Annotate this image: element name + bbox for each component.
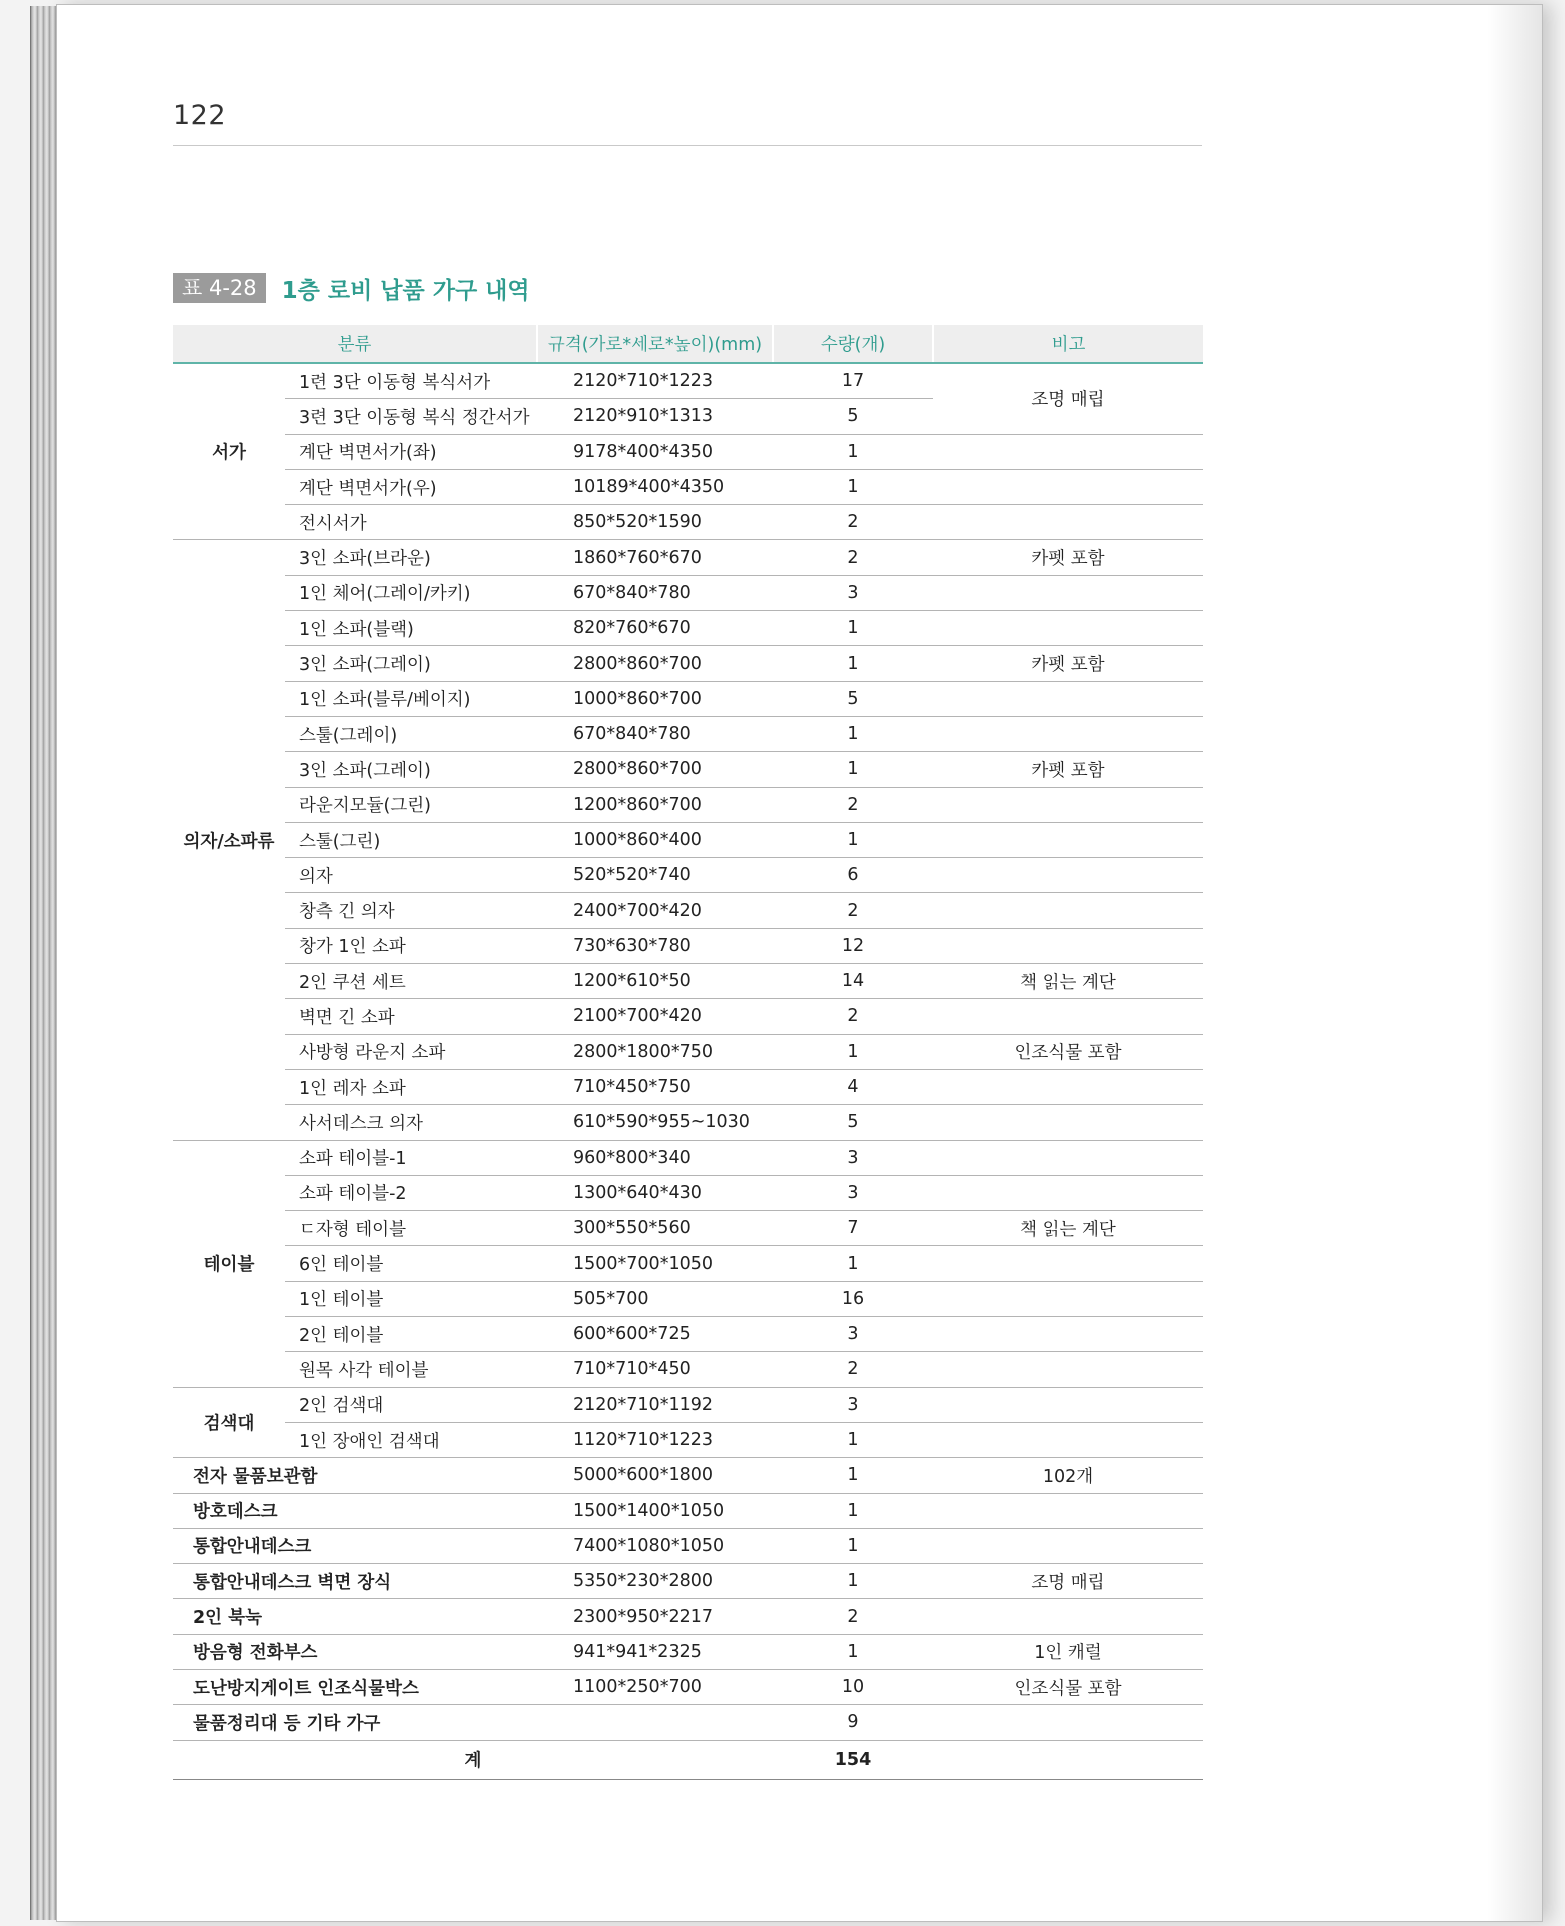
note-cell <box>933 1069 1203 1104</box>
note-cell: 조명 매립 <box>933 363 1203 434</box>
table-row <box>173 752 1203 787</box>
table-row <box>173 1069 1203 1104</box>
spec-cell: 1860*760*670 <box>537 540 773 575</box>
qty-cell: 14 <box>773 964 933 999</box>
note-cell: 인조식물 포함 <box>933 1669 1203 1704</box>
table-number-badge: 표 4-28 <box>173 273 266 303</box>
spec-cell: 10189*400*4350 <box>537 469 773 504</box>
note-cell <box>933 858 1203 893</box>
item-cell: 벽면 긴 소파 <box>285 999 537 1034</box>
qty-cell: 4 <box>773 1069 933 1104</box>
item-cell: 사서데스크 의자 <box>285 1105 537 1140</box>
qty-cell: 3 <box>773 1175 933 1210</box>
table-row <box>173 787 1203 822</box>
item-cell: 계단 벽면서가(좌) <box>285 434 537 469</box>
spec-cell: 2400*700*420 <box>537 893 773 928</box>
table-row <box>173 1599 1203 1634</box>
total-qty: 154 <box>773 1740 933 1779</box>
qty-cell: 3 <box>773 1317 933 1352</box>
category-cell: 검색대 <box>173 1387 285 1458</box>
table-caption <box>173 273 530 303</box>
note-cell <box>933 1387 1203 1422</box>
qty-cell: 6 <box>773 858 933 893</box>
category-cell: 의자/소파류 <box>173 540 285 1140</box>
item-cell: 스툴(그레이) <box>285 716 537 751</box>
note-cell: 1인 캐럴 <box>933 1634 1203 1669</box>
note-cell <box>933 1493 1203 1528</box>
note-cell: 조명 매립 <box>933 1564 1203 1599</box>
note-cell <box>933 469 1203 504</box>
item-cell: 방음형 전화부스 <box>173 1634 537 1669</box>
table-row <box>173 1352 1203 1387</box>
spec-cell: 1100*250*700 <box>537 1669 773 1704</box>
spec-cell: 1500*1400*1050 <box>537 1493 773 1528</box>
table-row <box>173 1246 1203 1281</box>
table-row <box>173 1211 1203 1246</box>
qty-cell: 2 <box>773 540 933 575</box>
spec-cell: 1500*700*1050 <box>537 1246 773 1281</box>
item-cell: 3인 소파(브라운) <box>285 540 537 575</box>
qty-cell: 5 <box>773 681 933 716</box>
table-row <box>173 1422 1203 1457</box>
spec-cell: 1000*860*400 <box>537 822 773 857</box>
note-cell <box>933 1528 1203 1563</box>
table-title: 1층 로비 납품 가구 내역 <box>281 277 530 304</box>
table-row <box>173 1634 1203 1669</box>
note-cell <box>933 787 1203 822</box>
qty-cell: 9 <box>773 1705 933 1740</box>
item-cell: 방호데스크 <box>173 1493 537 1528</box>
table-row <box>173 1034 1203 1069</box>
spec-cell: 941*941*2325 <box>537 1634 773 1669</box>
spec-cell: 850*520*1590 <box>537 505 773 540</box>
item-cell: 의자 <box>285 858 537 893</box>
table-row <box>173 858 1203 893</box>
note-cell <box>933 1317 1203 1352</box>
table-row <box>173 822 1203 857</box>
item-cell: 1인 테이블 <box>285 1281 537 1316</box>
note-cell: 카펫 포함 <box>933 540 1203 575</box>
note-cell <box>933 1352 1203 1387</box>
qty-cell: 3 <box>773 1387 933 1422</box>
table-row <box>173 1458 1203 1493</box>
note-cell <box>933 434 1203 469</box>
table-row <box>173 1175 1203 1210</box>
item-cell: 2인 테이블 <box>285 1317 537 1352</box>
note-cell <box>933 611 1203 646</box>
note-cell <box>933 1422 1203 1457</box>
item-cell: 1인 소파(블루/베이지) <box>285 681 537 716</box>
spec-cell: 2800*860*700 <box>537 752 773 787</box>
table-row <box>173 1387 1203 1422</box>
qty-cell: 1 <box>773 469 933 504</box>
item-cell: 계단 벽면서가(우) <box>285 469 537 504</box>
item-cell: 2인 북눅 <box>173 1599 537 1634</box>
spec-cell: 2120*710*1223 <box>537 363 773 399</box>
qty-cell: 1 <box>773 646 933 681</box>
spec-cell: 2120*710*1192 <box>537 1387 773 1422</box>
table-row <box>173 1105 1203 1140</box>
spec-cell: 2800*860*700 <box>537 646 773 681</box>
table-row <box>173 681 1203 716</box>
spec-cell: 1200*860*700 <box>537 787 773 822</box>
category-cell: 테이블 <box>173 1140 285 1387</box>
table-row <box>173 646 1203 681</box>
total-label: 계 <box>173 1740 773 1779</box>
qty-cell: 2 <box>773 1599 933 1634</box>
item-cell: 스툴(그린) <box>285 822 537 857</box>
spec-cell: 610*590*955~1030 <box>537 1105 773 1140</box>
item-cell: 3인 소파(그레이) <box>285 646 537 681</box>
note-cell <box>933 999 1203 1034</box>
spec-cell: 710*450*750 <box>537 1069 773 1104</box>
header-category: 분류 <box>173 325 537 363</box>
page-number: 122 <box>173 100 227 131</box>
spec-cell: 670*840*780 <box>537 575 773 610</box>
item-cell: 소파 테이블-1 <box>285 1140 537 1175</box>
page-shadow <box>1487 5 1542 1921</box>
table-row <box>173 1528 1203 1563</box>
item-cell: 라운지모듈(그린) <box>285 787 537 822</box>
table-row <box>173 611 1203 646</box>
spec-cell: 600*600*725 <box>537 1317 773 1352</box>
spec-cell: 300*550*560 <box>537 1211 773 1246</box>
note-cell: 카펫 포함 <box>933 646 1203 681</box>
qty-cell: 1 <box>773 752 933 787</box>
spec-cell: 730*630*780 <box>537 928 773 963</box>
qty-cell: 5 <box>773 1105 933 1140</box>
qty-cell: 1 <box>773 1034 933 1069</box>
note-cell <box>933 1599 1203 1634</box>
item-cell: 1인 체어(그레이/카키) <box>285 575 537 610</box>
table-body <box>173 363 1203 1779</box>
qty-cell: 1 <box>773 434 933 469</box>
furniture-table <box>173 325 1203 1780</box>
qty-cell: 7 <box>773 1211 933 1246</box>
spec-cell: 1300*640*430 <box>537 1175 773 1210</box>
note-cell <box>933 1140 1203 1175</box>
spec-cell: 710*710*450 <box>537 1352 773 1387</box>
table-row <box>173 505 1203 540</box>
item-cell: 창측 긴 의자 <box>285 893 537 928</box>
qty-cell: 10 <box>773 1669 933 1704</box>
spec-cell <box>537 1705 773 1740</box>
note-cell: 인조식물 포함 <box>933 1034 1203 1069</box>
qty-cell: 3 <box>773 1140 933 1175</box>
total-row <box>173 1740 1203 1779</box>
item-cell: 3인 소파(그레이) <box>285 752 537 787</box>
total-note-empty <box>933 1740 1203 1779</box>
spec-cell: 5350*230*2800 <box>537 1564 773 1599</box>
spec-cell: 960*800*340 <box>537 1140 773 1175</box>
qty-cell: 1 <box>773 1493 933 1528</box>
item-cell: 1인 소파(블랙) <box>285 611 537 646</box>
table-row <box>173 469 1203 504</box>
spec-cell: 2800*1800*750 <box>537 1034 773 1069</box>
qty-cell: 5 <box>773 399 933 434</box>
qty-cell: 2 <box>773 999 933 1034</box>
item-cell: 2인 검색대 <box>285 1387 537 1422</box>
note-cell: 책 읽는 계단 <box>933 964 1203 999</box>
qty-cell: 1 <box>773 1634 933 1669</box>
qty-cell: 3 <box>773 575 933 610</box>
qty-cell: 16 <box>773 1281 933 1316</box>
table-row <box>173 434 1203 469</box>
spec-cell: 1000*860*700 <box>537 681 773 716</box>
spec-cell: 670*840*780 <box>537 716 773 751</box>
item-cell: 원목 사각 테이블 <box>285 1352 537 1387</box>
item-cell: 소파 테이블-2 <box>285 1175 537 1210</box>
qty-cell: 1 <box>773 1246 933 1281</box>
spec-cell: 1120*710*1223 <box>537 1422 773 1457</box>
table-row <box>173 964 1203 999</box>
item-cell: 1련 3단 이동형 복식서가 <box>285 363 537 399</box>
table-row <box>173 1493 1203 1528</box>
qty-cell: 1 <box>773 1422 933 1457</box>
note-cell: 책 읽는 계단 <box>933 1211 1203 1246</box>
table-row <box>173 540 1203 575</box>
header-spec: 규격(가로*세로*높이)(mm) <box>537 325 773 363</box>
note-cell <box>933 505 1203 540</box>
item-cell: 1인 레자 소파 <box>285 1069 537 1104</box>
note-cell: 102개 <box>933 1458 1203 1493</box>
table-row <box>173 716 1203 751</box>
table-row <box>173 1669 1203 1704</box>
spec-cell: 505*700 <box>537 1281 773 1316</box>
item-cell: 사방형 라운지 소파 <box>285 1034 537 1069</box>
qty-cell: 2 <box>773 893 933 928</box>
qty-cell: 2 <box>773 1352 933 1387</box>
qty-cell: 17 <box>773 363 933 399</box>
spec-cell: 820*760*670 <box>537 611 773 646</box>
table-row <box>173 999 1203 1034</box>
table-row <box>173 575 1203 610</box>
qty-cell: 2 <box>773 787 933 822</box>
table-row <box>173 1317 1203 1352</box>
item-cell: 1인 장애인 검색대 <box>285 1422 537 1457</box>
table-row <box>173 1140 1203 1175</box>
item-cell: 6인 테이블 <box>285 1246 537 1281</box>
qty-cell: 1 <box>773 611 933 646</box>
note-cell <box>933 1281 1203 1316</box>
note-cell: 카펫 포함 <box>933 752 1203 787</box>
header-qty: 수량(개) <box>773 325 933 363</box>
spec-cell: 2100*700*420 <box>537 999 773 1034</box>
spec-cell: 2120*910*1313 <box>537 399 773 434</box>
qty-cell: 2 <box>773 505 933 540</box>
spec-cell: 1200*610*50 <box>537 964 773 999</box>
item-cell: 통합안내데스크 <box>173 1528 537 1563</box>
spec-cell: 5000*600*1800 <box>537 1458 773 1493</box>
note-cell <box>933 1705 1203 1740</box>
note-cell <box>933 1175 1203 1210</box>
item-cell: 도난방지게이트 인조식물박스 <box>173 1669 537 1704</box>
category-cell: 서가 <box>173 363 285 540</box>
header-divider <box>173 145 1202 146</box>
qty-cell: 1 <box>773 822 933 857</box>
qty-cell: 12 <box>773 928 933 963</box>
spec-cell: 9178*400*4350 <box>537 434 773 469</box>
note-cell <box>933 575 1203 610</box>
table-header-row <box>173 325 1203 363</box>
note-cell <box>933 1105 1203 1140</box>
item-cell: 전시서가 <box>285 505 537 540</box>
qty-cell: 1 <box>773 1458 933 1493</box>
table-row <box>173 1705 1203 1740</box>
qty-cell: 1 <box>773 1564 933 1599</box>
qty-cell: 1 <box>773 1528 933 1563</box>
note-cell <box>933 716 1203 751</box>
table-row <box>173 1281 1203 1316</box>
note-cell <box>933 822 1203 857</box>
table-row <box>173 893 1203 928</box>
table-row <box>173 928 1203 963</box>
item-cell: 통합안내데스크 벽면 장식 <box>173 1564 537 1599</box>
item-cell: 3련 3단 이동형 복식 정간서가 <box>285 399 537 434</box>
note-cell <box>933 893 1203 928</box>
header-note: 비고 <box>933 325 1203 363</box>
qty-cell: 1 <box>773 716 933 751</box>
spec-cell: 7400*1080*1050 <box>537 1528 773 1563</box>
item-cell: 2인 쿠션 세트 <box>285 964 537 999</box>
note-cell <box>933 928 1203 963</box>
note-cell <box>933 681 1203 716</box>
spec-cell: 520*520*740 <box>537 858 773 893</box>
item-cell: 창가 1인 소파 <box>285 928 537 963</box>
table-row <box>173 1564 1203 1599</box>
item-cell: 전자 물품보관함 <box>173 1458 537 1493</box>
item-cell: ㄷ자형 테이블 <box>285 1211 537 1246</box>
note-cell <box>933 1246 1203 1281</box>
item-cell: 물품정리대 등 기타 가구 <box>173 1705 537 1740</box>
table-row <box>173 363 1203 399</box>
spec-cell: 2300*950*2217 <box>537 1599 773 1634</box>
